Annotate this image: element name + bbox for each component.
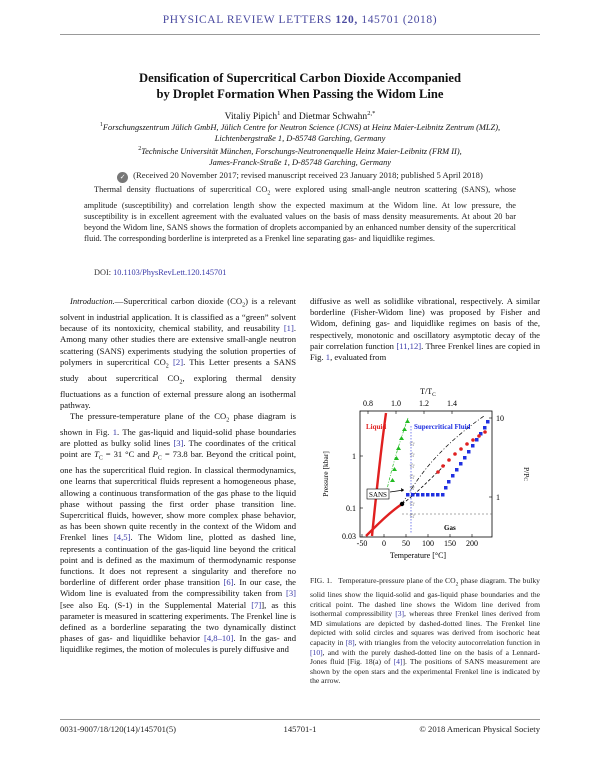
figure-1-phase-diagram xyxy=(316,386,540,574)
p2-text-g: . The Widom line, plotted as dashed line, represents a continuation of the gas-liquid line beyond the critical point and is defined as the maximum of thermodynamic response functions. It does not represent a singularity and therefore no borderline of different order phase transition xyxy=(60,532,296,588)
p2-text-c: . The gas-liquid and liquid-solid phase boundaries are plotted as bulky solid lines xyxy=(60,426,296,449)
fig-link[interactable]: 1 xyxy=(112,426,118,437)
doi-label: DOI: xyxy=(94,268,114,277)
ref-link[interactable]: [8] xyxy=(345,638,355,648)
pc-sub: C xyxy=(157,456,162,463)
p1-text-e: . This Letter presents a SANS study about supercritical CO xyxy=(60,356,296,383)
author-1: Vitaliy Pipich xyxy=(224,112,278,123)
page-number: 145701-1 xyxy=(283,724,317,734)
p2-text-i: [see also Eq. (S-1) in the Supplemental Material xyxy=(60,599,252,610)
intro-heading: Introduction. xyxy=(70,296,115,306)
author-connector: and xyxy=(280,112,299,123)
author-2: Dietmar Schwahn xyxy=(298,112,368,123)
caption-text-b: phase diagram. The bulky solid lines show the liquid-solid and gas-liquid phase boundaries and the critical point. The dashed line shows the Widom line derived from isothermal compressibility xyxy=(310,576,540,619)
ref-link[interactable]: [11,12] xyxy=(396,340,422,351)
caption-text-d: , with triangles from the velocity autocorrelation function in xyxy=(354,638,540,648)
abstract-text-1: Thermal density fluctuations of supercritical CO xyxy=(94,185,268,194)
tc-sub: C xyxy=(98,456,103,463)
author-1-sup: 1 xyxy=(277,110,281,117)
svg-text:☆: ☆ xyxy=(409,440,416,448)
gas-liquid-line xyxy=(366,504,402,536)
tc-symbol: T xyxy=(94,449,99,460)
right-tick-label: 1 xyxy=(496,493,500,502)
affiliations xyxy=(60,120,540,168)
p2-text-h: . In our case, the Widom line is evaluated from the compressibility taken from xyxy=(60,577,296,599)
body-right-column xyxy=(310,296,540,363)
caption-text-c: , whereas three Frenkel lines derived from MD simulations are depicted by dashed-dotted lines. The Frenkel line depicted with solid circles and squares was derived from isochoric heat capacity in xyxy=(310,609,540,648)
svg-text:☆: ☆ xyxy=(409,451,416,459)
caption-text-f: ]. The positions of SANS measurement are shown by the open stars and the experimental Frenkel line is indicated by the arrow. xyxy=(310,657,540,686)
sans-stars xyxy=(409,440,415,520)
author-2-sup: 2,* xyxy=(367,110,376,117)
p1-text-b: ) is a relevant solvent in industrial application. It is classified as a “green” solvent because of its nontoxicity, chemical stability, and reusability xyxy=(60,296,297,334)
p1-sub-3: 2 xyxy=(179,379,183,386)
bottom-tick-label: 0 xyxy=(382,539,386,548)
abstract xyxy=(84,184,516,244)
caption-text-a: FIG. 1. Temperature-pressure plane of the CO xyxy=(310,576,456,585)
p1-text-f: , exploring thermal density fluctuations as a function of external pressure along an isothermal pathway. xyxy=(60,372,296,410)
journal-name: PHYSICAL REVIEW LETTERS xyxy=(162,14,332,26)
title-line-1: Densification of Supercritical Carbon Dioxide Accompanied xyxy=(139,71,461,85)
header-rule xyxy=(60,34,540,35)
ref-link[interactable]: [7] xyxy=(251,599,262,610)
affil-2-line-1: Technische Universität München, Forschungs-Neutronenquelle Heinz Maier-Leibnitz (FRM II), xyxy=(141,146,462,156)
crossmark-icon[interactable]: ✓ xyxy=(117,172,128,183)
frenkel-triangles xyxy=(390,419,410,482)
ref-link[interactable]: [2] xyxy=(173,356,184,367)
journal-header xyxy=(0,14,600,26)
p2-text-d: . The coordinates of the critical point are xyxy=(60,438,296,460)
p2-text-f: = 73.8 bar. Beyond the critical point, one has the supercritical fluid region. In classical thermodynamics, one learns that supercritical fluids represent a homogeneous phase, allowing a continuous transformation of the gas phase to the liquid phase without passing the first order phase transition line. Supercritical fluids, however, show more complex phase behavior, as has been shown quite recently in the context of the Widom and Frenkel lines xyxy=(60,449,296,543)
p2-text-k: . In the gas- and liquidlike regimes, the motion of molecules is purely diffusive and xyxy=(60,633,296,655)
abstract-sub: 2 xyxy=(267,190,271,197)
doi xyxy=(94,268,226,277)
received-dates xyxy=(60,170,540,183)
p2-text-e: = 31 °C and xyxy=(102,449,153,460)
right-text-b: . Three Frenkel lines are copied in Fig. xyxy=(310,340,541,363)
left-tick-label: 1 xyxy=(352,452,356,461)
region-label-gas: Gas xyxy=(444,524,456,532)
caption-sub: 2 xyxy=(455,581,459,588)
ref-link[interactable]: [3] xyxy=(395,609,405,619)
bottom-axis-label: Temperature [°C] xyxy=(389,551,447,560)
paragraph-phase-diagram xyxy=(60,411,296,656)
frenkel-circles xyxy=(436,430,487,474)
doi-link[interactable]: 10.1103/PhysRevLett.120.145701 xyxy=(113,268,227,277)
bottom-tick-label: 100 xyxy=(422,539,434,548)
region-label-supercritical: Supercritical Fluid xyxy=(414,423,471,431)
pc-symbol: P xyxy=(152,449,158,460)
copyright: © 2018 American Physical Society xyxy=(419,724,540,734)
p2-text-j: ], as this parameter is measured in scattering experiments. The Frenkel line is defined as a borderline separating the two dynamically distinct phases of gas- and liquidlike behavior xyxy=(60,599,296,644)
ref-link[interactable]: [4,5] xyxy=(113,532,131,543)
fig-link[interactable]: 1 xyxy=(325,352,331,363)
footer-code: 0031-9007/18/120(14)/145701(5) xyxy=(60,724,177,734)
affil-1-line-1: Forschungszentrum Jülich GmbH, Jülich Centre for Neutron Science (JCNS) at Heinz Maier-Leibnitz Zentrum (MLZ), xyxy=(102,122,501,132)
ref-link[interactable]: [6] xyxy=(223,577,234,588)
arrow-head-icon xyxy=(401,488,404,492)
title-line-2: by Droplet Formation When Passing the Widom Line xyxy=(156,87,444,101)
p1-sub-2: 2 xyxy=(165,363,169,370)
svg-text:☆: ☆ xyxy=(409,473,416,481)
svg-text:☆: ☆ xyxy=(409,512,416,520)
right-axis-label: P/PC xyxy=(522,466,531,482)
bottom-tick-label: -50 xyxy=(356,539,368,548)
top-tick-label: 1.4 xyxy=(447,399,457,408)
ref-link[interactable]: [4] xyxy=(393,657,403,667)
footer-rule xyxy=(60,719,540,720)
left-ticks xyxy=(360,456,363,508)
ref-link[interactable]: [3] xyxy=(285,588,296,599)
left-tick-label: 0.03 xyxy=(342,532,356,541)
top-tick-label: 1.2 xyxy=(419,399,429,408)
bottom-tick-label: 50 xyxy=(402,539,410,548)
p1-text-c: . Among many other studies there are extensive small-angle neutron scattering (SANS) experiments studying the solution properties of polymers in supercritical CO xyxy=(60,323,296,367)
ref-link[interactable]: [4,8–10] xyxy=(203,633,234,644)
received-text: (Received 20 November 2017; revised manuscript received 23 January 2018; published 5 April 2018) xyxy=(133,170,483,180)
paper-title xyxy=(60,70,540,102)
p2-text-b: phase diagram is shown in Fig. xyxy=(60,410,296,437)
figure-caption xyxy=(310,576,540,686)
region-label-liquid: Liquid xyxy=(366,423,387,431)
top-tick-label: 0.8 xyxy=(363,399,373,408)
bottom-ticks xyxy=(362,534,472,537)
affil-2-sup: 2 xyxy=(138,145,142,152)
top-ticks xyxy=(368,411,452,414)
p2-sub: 2 xyxy=(226,417,230,424)
left-tick-label: 0.1 xyxy=(346,504,356,513)
svg-text:☆: ☆ xyxy=(409,462,416,470)
top-axis-label: $T/T_C$ xyxy=(420,387,436,398)
frenkel-squares xyxy=(406,420,490,497)
paragraph-introduction xyxy=(60,296,296,411)
bottom-tick-label: 150 xyxy=(444,539,456,548)
svg-text:☆: ☆ xyxy=(409,484,416,492)
caption-text-e: , and with the purely dashed-dotted line on the basis of a Lennard-Jones fluid [Fig. 18(a) of xyxy=(310,647,540,667)
right-tick-label: 10 xyxy=(496,414,504,423)
p2-text-a: The pressure-temperature plane of the CO xyxy=(70,410,227,421)
affil-1-line-2: Lichtenbergstraße 1, D-85748 Garching, Germany xyxy=(214,133,386,143)
left-axis-label: Pressure [kbar] xyxy=(321,451,330,497)
ref-link[interactable]: [10] xyxy=(310,647,323,657)
affil-2-line-2: James-Franck-Straße 1, D-85748 Garching, Germany xyxy=(208,157,392,167)
body-left-column xyxy=(60,296,296,656)
bottom-tick-label: 200 xyxy=(466,539,478,548)
abstract-text-2: were explored using small-angle neutron scattering (SANS), whose amplitude (susceptibility) and correlation length show the expected maximum at the Widom line. At low pressure, the susceptibility is in excellent agreement with the evaluated values on the basis of mass density measurements. At about 20 bar beyond the Widom line, SANS shows the formation of droplets accompanied by an enhanced number density of the supercritical fluid. The corresponding borderline is interpreted as a Frenkel line separating gas- and liquidlike regimes. xyxy=(84,185,516,243)
affil-1-sup: 1 xyxy=(99,122,103,128)
sans-label: SANS xyxy=(369,491,387,499)
article-number: 145701 (2018) xyxy=(361,14,438,26)
journal-volume: 120, xyxy=(335,14,358,26)
top-tick-label: 1.0 xyxy=(391,399,401,408)
svg-text:☆: ☆ xyxy=(409,500,416,508)
right-text-c: , evaluated from xyxy=(330,352,387,363)
right-ticks xyxy=(489,418,492,497)
ref-link[interactable]: [3] xyxy=(173,438,184,449)
p1-sub: 2 xyxy=(242,302,246,309)
paragraph-continuation xyxy=(310,296,540,363)
ref-link[interactable]: [1] xyxy=(283,323,294,334)
right-text-a: diffusive as well as solidlike vibrational, respectively. A similar borderline (Fisher-Widom line) was proposed by Fisher and Widom, defining gas- and liquidlike regimes on basis of the, respectively, monotonic and oscillatory asymptotic decay of the pair correlation function xyxy=(310,296,540,351)
p1-text-a: —Supercritical carbon dioxide (CO xyxy=(114,296,243,306)
